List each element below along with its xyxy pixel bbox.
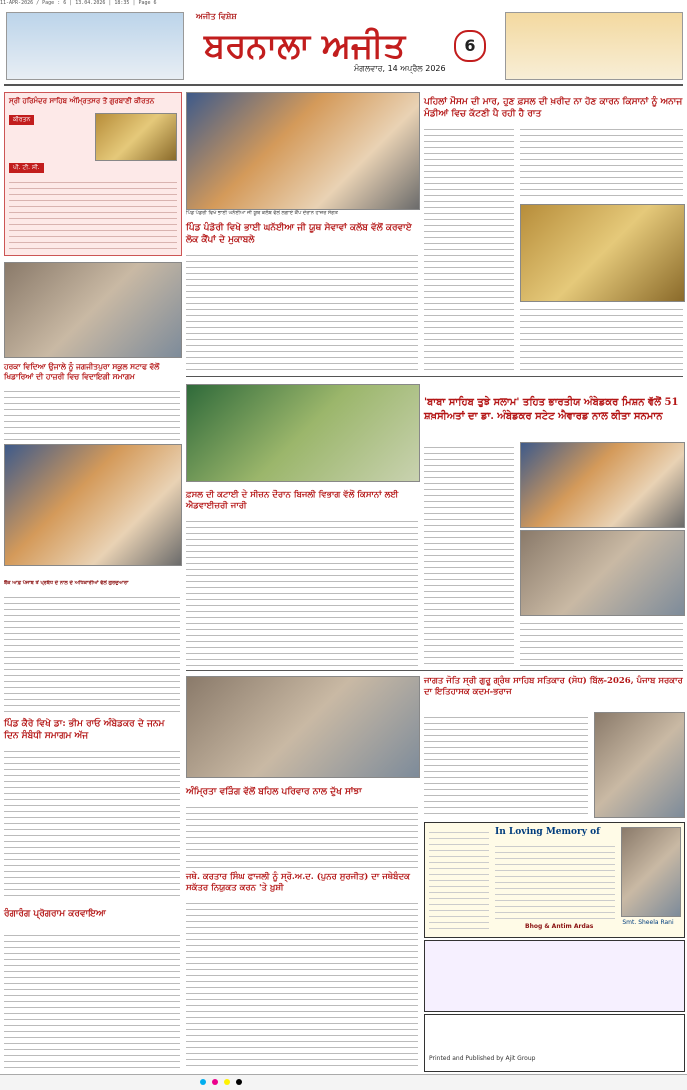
- cyan-register-mark: [200, 1079, 206, 1085]
- power-advisory-text: [186, 516, 418, 666]
- black-register-mark: [236, 1079, 242, 1085]
- gathering-photo: [4, 444, 182, 566]
- condolence-photo: [186, 676, 420, 778]
- yellow-register-mark: [224, 1079, 230, 1085]
- kirtan-notice-title: ਸ੍ਰੀ ਹਰਿਮੰਦਰ ਸਾਹਿਬ ਅੰਮ੍ਰਿਤਸਰ ਤੋਂ ਗੁਰਬਾਣੀ ਕੀਰਤਨ: [9, 96, 155, 105]
- issue-date: ਮੰਗਲਵਾਰ, 14 ਅਪ੍ਰੈਲ 2026: [354, 64, 446, 73]
- section-divider-2: [186, 670, 683, 671]
- registration-strip: [0, 1074, 687, 1090]
- kirtan-notice: [4, 92, 182, 256]
- satkar-bill-headline: ਜਾਗਤ ਜੋਤਿ ਸ੍ਰੀ ਗੁਰੂ ਗ੍ਰੰਥ ਸਾਹਿਬ ਸਤਿਕਾਰ (ਸੋਧ) ਬਿੱਲ-2026, ਪੰਜਾਬ ਸਰਕਾਰ ਦਾ ਇਤਿਹਾਸਕ ਕਦਮ-ਭਰਾਜ: [424, 676, 683, 697]
- ambedkar-award-headline: 'ਬਾਬਾ ਸਾਹਿਬ ਤੁਝੇ ਸਲਾਮ' ਤਹਿਤ ਭਾਰਤੀਯ ਅੰਬੇਡਕਰ ਮਿਸ਼ਨ ਵੱਲੋਂ 51 ਸ਼ਖ਼ਸੀਅਤਾਂ ਦਾ ਡਾ. ਅੰਬੇਡਕਰ ਸਟੇਟ ਐਵਾਰਡ ਨਾਲ ਕੀਤਾ ਸਨਮਾਨ: [424, 397, 679, 422]
- classified-ad: [424, 940, 685, 1012]
- mandi-headline: ਪਹਿਲਾਂ ਮੌਸਮ ਦੀ ਮਾਰ, ਹੁਣ ਫ਼ਸਲ ਦੀ ਖ਼ਰੀਦ ਨਾ ਹੋਣ ਕਾਰਨ ਕਿਸਾਨਾਂ ਨੂੰ ਅਨਾਜ ਮੰਡੀਆਂ ਵਿਚ ਕੱਟਣੀ ਪੈ ਰਹੀ ਹੈ ਰਾਤ: [424, 97, 683, 119]
- print-line: Printed and Published by Ajit Group: [429, 1055, 536, 1062]
- memorial-ceremony: Bhog & Antim Ardas: [525, 923, 594, 930]
- memorial-body-text: [495, 841, 615, 921]
- page-number: 6: [454, 30, 486, 62]
- pandori-camp-photo: [186, 92, 420, 210]
- memorial-ad: [424, 822, 685, 938]
- appointment-headline: ਜਥੇ. ਕਰਤਾਰ ਸਿੰਘ ਫਾਜਲੀ ਨੂੰ ਸ੍ਰੋ.ਅ.ਦ. (ਪੁਨਰ ਸੁਰਜੀਤ) ਦਾ ਜਥੇਬੰਦਕ ਸਕੱਤਰ ਨਿਯੁਕਤ ਕਰਨ 'ਤੇ ਖ਼ੁਸ਼ੀ: [186, 872, 410, 893]
- paper-name: ਅਜੀਤ ਵਿਸ਼ੇਸ਼: [196, 12, 237, 21]
- cultural-program-text: [4, 930, 180, 1068]
- appointment-text: [186, 898, 418, 1068]
- print-line-box: [424, 1014, 685, 1072]
- field-photo: [186, 384, 420, 482]
- golden-temple-photo: [95, 113, 177, 161]
- ambedkar-event-headline: ਪਿੰਡ ਕੈਰੇ ਵਿਖੇ ਡਾ: ਭੀਮ ਰਾਓ ਅੰਬੇਡਕਰ ਦੇ ਜਨਮ ਦਿਨ ਸੰਬੰਧੀ ਸਮਾਗਮ ਅੱਜ: [4, 719, 165, 741]
- memorial-name: Smt. Sheela Rani: [622, 919, 674, 926]
- cultural-program-headline: ਰੰਗਾਰੰਗ ਪ੍ਰੋਗਰਾਮ ਕਰਵਾਇਆ: [4, 909, 106, 919]
- print-slug-text: 11-APR-2026 / Page : 6 | 13.04.2026 | 18:35 | Page 6: [0, 0, 157, 6]
- school-story-text: [4, 386, 180, 440]
- award-ceremony-photo: [520, 442, 685, 528]
- newspaper-logo: [196, 12, 496, 78]
- kirtan-label: ਕੀਰਤਨ: [9, 115, 34, 125]
- school-staff-photo: [4, 262, 182, 358]
- bank-story-text: [4, 592, 180, 714]
- print-slug: [0, 0, 687, 10]
- grain-market-photo: [520, 204, 685, 302]
- memorial-title: In Loving Memory of: [495, 827, 601, 837]
- ptc-label: ਪੀ. ਟੀ. ਸੀ.: [9, 163, 44, 173]
- mandi-story-text-3: [520, 304, 683, 370]
- ambedkar-award-text-2: [520, 618, 683, 666]
- pandori-story-text: [186, 250, 418, 370]
- pandori-headline: ਪਿੰਡ ਪੰਡੋਰੀ ਵਿਖੇ ਭਾਈ ਘਨੱਈਆ ਜੀ ਯੂਥ ਸੇਵਾਵਾਂ ਕਲੱਬ ਵੱਲੋਂ ਕਰਵਾਏ ਲੋਕ ਕੈਂਪਾਂ ਦੇ ਮੁਕਾਬਲੇ: [186, 223, 412, 245]
- section-divider: [186, 376, 683, 377]
- condolence-headline: ਅੰਮ੍ਰਿਤਾ ਵੜਿੰਗ ਵੱਲੋਂ ਬਹਿਲ ਪਰਿਵਾਰ ਨਾਲ ਦੁੱਖ ਸਾਂਝਾ: [186, 787, 362, 797]
- award-stage-photo: [520, 530, 685, 616]
- magenta-register-mark: [212, 1079, 218, 1085]
- city-title: ਬਰਨਾਲਾ ਅਜੀਤ: [204, 26, 406, 66]
- bank-story-caption: ਬੈਂਕ ਆਫ਼ ਪੰਜਾਬ ਤੋਂ ਪ੍ਰਬੰਧ ਦੇ ਨਾਲ ਦੇ ਅਧਿਕਾਰੀਆਂ ਵੱਲੋਂ ਗੁਰਦੁਆਰਾ: [4, 580, 129, 586]
- masthead-gurdwara-image: [6, 12, 184, 80]
- pandori-photo-caption: ਪਿੰਡ ਪੰਡੋਰੀ ਵਿਖੇ ਭਾਈ ਘਨੱਈਆ ਜੀ ਯੂਥ ਕਲੱਬ ਵੱਲੋਂ ਲਗਾਏ ਕੈਂਪ ਦੌਰਾਨ ਹਾਜ਼ਰ ਸੰਗਤ: [186, 210, 338, 216]
- ambedkar-event-text: [4, 746, 180, 900]
- mandi-story-text-2: [520, 124, 683, 200]
- memorial-ad-side-text: [429, 827, 489, 933]
- ambedkar-award-text: [424, 442, 514, 666]
- masthead-landmark-image: [505, 12, 683, 80]
- kirtan-schedule-text: [9, 177, 177, 251]
- mandi-story-text: [424, 124, 514, 370]
- school-story-headline: ਹਰਕਾ ਵਿਦਿਆ ਉਜਾਲੇ ਨੂੰ ਜਗਜੀਤਪੁਰਾ ਸਕੂਲ ਸਟਾਫ ਵੱਲੋਂ ਖਿਡਾਰਿਆਂ ਦੀ ਹਾਜ਼ਰੀ ਵਿਚ ਵਿਦਾਇਗੀ ਸਮਾਗਮ: [4, 362, 160, 381]
- masthead-divider: [4, 84, 683, 86]
- power-advisory-headline: ਫ਼ਸਲ ਦੀ ਕਟਾਈ ਦੇ ਸੀਜ਼ਨ ਦੌਰਾਨ ਬਿਜਲੀ ਵਿਭਾਗ ਵੱਲੋਂ ਕਿਸਾਨਾਂ ਲਈ ਐਡਵਾਈਜ਼ਰੀ ਜਾਰੀ: [186, 490, 399, 511]
- satkar-bill-text: [424, 712, 588, 816]
- leader-portrait: [594, 712, 685, 818]
- masthead: [0, 12, 687, 82]
- memorial-portrait: [621, 827, 681, 917]
- condolence-text: [186, 802, 418, 868]
